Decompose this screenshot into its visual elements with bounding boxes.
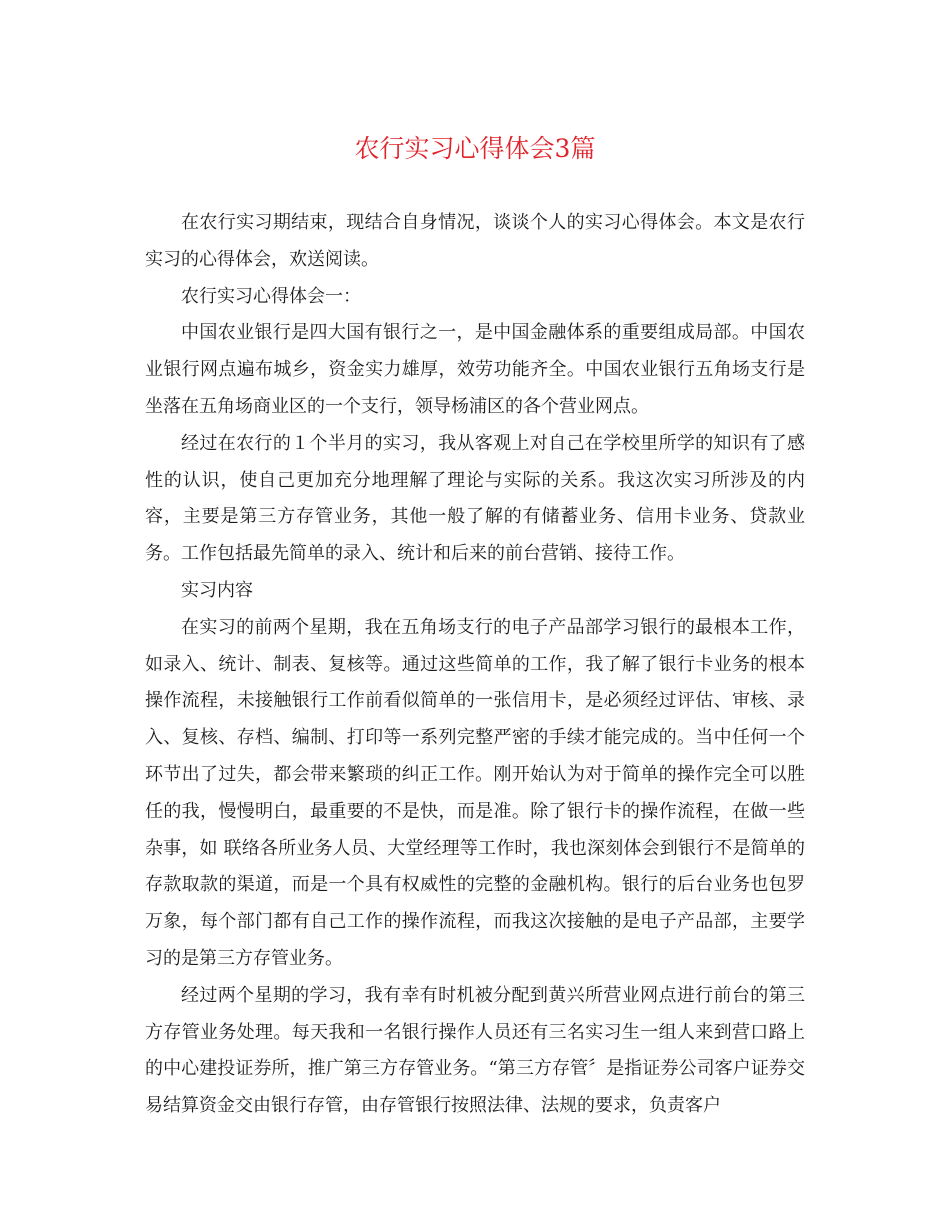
section-heading-content: 实习内容 <box>181 579 253 601</box>
first-weeks-paragraph: 在实习的前两个星期，我在五角场支行的电子产品部学习银行的最根本工作，如录入、统计、制表、复核等。通过这些简单的工作，我了解了银行卡业务的根本操作流程，未接触银行工作前看似简单的一张信用卡，是必须经过评估、审核、录入、复核、存档、编制、打印等一系列完整严密的手续才能完成的。当中任何一个环节出了过失，都会带来繁琐的纠正工作。刚开始认为对于简单的操作完全可以胜任的我，慢慢明白，最重要的不是快，而是准。除了银行卡的操作流程，在做一些杂事，如 联络各所业务人员、大堂经理等工作时，我也深刻体会到银行不是简单的存款取款的渠道，而是一个具有权威性的完整的金融机构。银行的后台业务也包罗万象，每个部门都有自己工作的操作流程，而我这次接触的是电子产品部，主要学习的是第三方存管业务。 <box>145 616 805 969</box>
section-heading-one: 农行实习心得体会一： <box>181 285 361 307</box>
document-body <box>145 205 805 1125</box>
abc-overview-paragraph: 中国农业银行是四大国有银行之一，是中国金融体系的重要组成局部。中国农业银行网点遍布城乡，资金实力雄厚，效劳功能齐全。中国农业银行五角场支行是坐落在五角场商业区的一个支行，领导杨浦区的各个营业网点。 <box>145 322 805 417</box>
document-title: 农行实习心得体会3篇 <box>354 134 596 163</box>
intro-paragraph: 在农行实习期结束，现结合自身情况，谈谈个人的实习心得体会。本文是农行实习的心得体会，欢送阅读。 <box>145 212 805 270</box>
frontdesk-paragraph: 经过两个星期的学习，我有幸有时机被分配到黄兴所营业网点进行前台的第三方存管业务处理。每天我和一名银行操作人员还有三名实习生一组人来到营口路上的中心建投证券所，推广第三方存管业务。“第三方存管〞是指证券公司客户证券交易结算资金交由银行存管，由存管银行按照法律、法规的要求，负责客户 <box>145 984 805 1117</box>
internship-summary-paragraph: 经过在农行的１个半月的实习，我从客观上对自己在学校里所学的知识有了感性的认识，使自己更加充分地理解了理论与实际的关系。我这次实习所涉及的内容，主要是第三方存管业务，其他一般了解的有储蓄业务、信用卡业务、贷款业务。工作包括最先简单的录入、统计和后来的前台营销、接待工作。 <box>145 432 805 565</box>
